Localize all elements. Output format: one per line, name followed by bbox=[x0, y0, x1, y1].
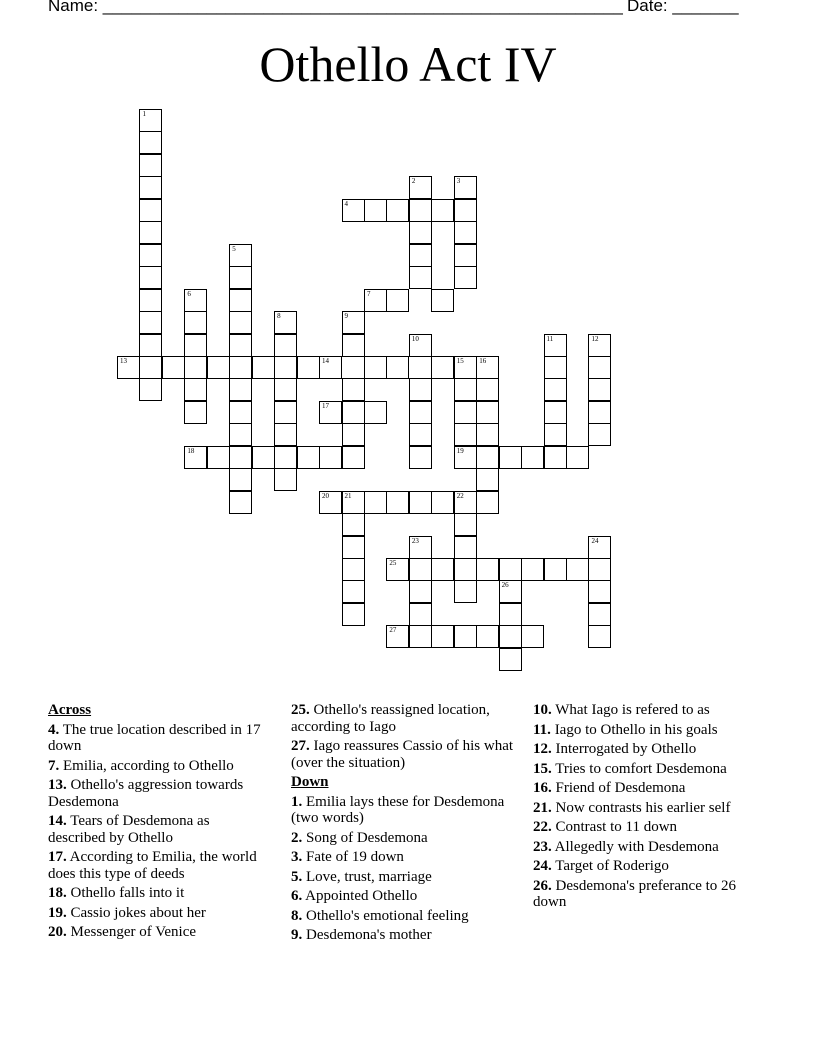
clue-number: 12. bbox=[533, 741, 552, 757]
grid-cell[interactable] bbox=[386, 491, 409, 514]
grid-cell[interactable] bbox=[409, 378, 432, 401]
grid-cell-9[interactable] bbox=[342, 311, 365, 334]
clue-number: 17. bbox=[48, 849, 67, 865]
clue-text: Appointed Othello bbox=[302, 888, 418, 904]
grid-cell[interactable] bbox=[274, 446, 297, 469]
grid-cell[interactable] bbox=[454, 199, 477, 222]
grid-cell[interactable] bbox=[229, 468, 252, 491]
clue-item bbox=[533, 800, 758, 817]
grid-cell[interactable] bbox=[499, 603, 522, 626]
grid-cell[interactable] bbox=[476, 491, 499, 514]
clue-text: Othello falls into it bbox=[66, 885, 185, 901]
grid-cell[interactable] bbox=[454, 266, 477, 289]
grid-cell[interactable] bbox=[139, 334, 162, 357]
clue-number: 22. bbox=[533, 819, 552, 835]
grid-cell[interactable] bbox=[588, 356, 611, 379]
grid-cell-19[interactable] bbox=[454, 446, 477, 469]
clue-text: Tries to comfort Desdemona bbox=[551, 760, 727, 777]
grid-cell[interactable] bbox=[454, 423, 477, 446]
grid-cell[interactable] bbox=[521, 625, 544, 648]
cell-number: 18 bbox=[187, 446, 195, 455]
grid-cell[interactable] bbox=[431, 289, 454, 312]
grid-cell[interactable] bbox=[409, 603, 432, 626]
grid-cell[interactable] bbox=[229, 423, 252, 446]
grid-cell[interactable] bbox=[588, 558, 611, 581]
clue-item bbox=[48, 722, 268, 755]
clue-number: 9. bbox=[291, 927, 303, 943]
grid-cell[interactable] bbox=[544, 446, 567, 469]
grid-cell[interactable] bbox=[342, 603, 365, 626]
clue-item bbox=[48, 777, 268, 810]
grid-cell[interactable] bbox=[476, 625, 499, 648]
grid-cell-21[interactable] bbox=[342, 491, 365, 514]
clue-item bbox=[533, 878, 758, 911]
cell-number: 25 bbox=[389, 559, 397, 567]
grid-cell[interactable] bbox=[409, 558, 432, 581]
grid-cell[interactable] bbox=[431, 625, 454, 648]
clue-number: 15. bbox=[533, 760, 552, 777]
grid-cell[interactable] bbox=[184, 311, 207, 334]
clue-item bbox=[291, 830, 516, 847]
clue-text: According to Emilia, the world does this type of deeds bbox=[48, 849, 257, 882]
clue-item bbox=[48, 885, 268, 902]
grid-cell[interactable] bbox=[454, 580, 477, 603]
cell-number: 12 bbox=[591, 334, 599, 343]
cell-number: 9 bbox=[344, 312, 348, 321]
grid-cell[interactable] bbox=[409, 446, 432, 469]
grid-cell-24[interactable] bbox=[588, 536, 611, 559]
clue-text: Iago reassures Cassio of his what (over the situation) bbox=[291, 738, 514, 771]
grid-cell[interactable] bbox=[162, 356, 185, 379]
cell-number: 8 bbox=[277, 312, 281, 321]
grid-cell[interactable] bbox=[544, 423, 567, 446]
grid-cell[interactable] bbox=[544, 356, 567, 379]
grid-cell[interactable] bbox=[409, 491, 432, 514]
clue-number: 10. bbox=[533, 702, 552, 718]
clue-number: 21. bbox=[533, 799, 552, 816]
clue-number: 23. bbox=[533, 838, 552, 855]
grid-cell[interactable] bbox=[207, 356, 230, 379]
clue-number: 3. bbox=[291, 849, 303, 865]
grid-cell[interactable] bbox=[274, 334, 297, 357]
grid-cell[interactable] bbox=[229, 446, 252, 469]
clue-number: 18. bbox=[48, 885, 67, 901]
grid-cell[interactable] bbox=[342, 580, 365, 603]
grid-cell[interactable] bbox=[139, 244, 162, 267]
grid-cell-11[interactable] bbox=[544, 334, 567, 357]
grid-cell[interactable] bbox=[342, 558, 365, 581]
clue-text: Othello's reassigned location, according to Iago bbox=[291, 702, 490, 735]
grid-cell[interactable] bbox=[476, 401, 499, 424]
grid-cell[interactable] bbox=[566, 558, 589, 581]
grid-cell[interactable] bbox=[499, 446, 522, 469]
cell-number: 23 bbox=[411, 536, 419, 545]
cell-number: 5 bbox=[232, 244, 236, 253]
clue-number: 7. bbox=[48, 757, 60, 774]
grid-cell-27[interactable] bbox=[386, 625, 409, 648]
clue-text: Now contrasts his earlier self bbox=[551, 799, 731, 816]
clue-text: Cassio jokes about her bbox=[66, 904, 206, 921]
grid-cell[interactable] bbox=[476, 558, 499, 581]
clue-number: 11. bbox=[533, 721, 551, 738]
grid-cell[interactable] bbox=[229, 356, 252, 379]
grid-cell[interactable] bbox=[454, 536, 477, 559]
clue-text: Desdemona's mother bbox=[302, 927, 432, 943]
grid-cell[interactable] bbox=[342, 423, 365, 446]
grid-cell[interactable] bbox=[139, 289, 162, 312]
grid-cell[interactable] bbox=[386, 356, 409, 379]
grid-cell-6[interactable] bbox=[184, 289, 207, 312]
clue-text: Messenger of Venice bbox=[66, 924, 197, 940]
clue-item bbox=[533, 839, 758, 856]
grid-cell[interactable] bbox=[229, 289, 252, 312]
grid-cell[interactable] bbox=[386, 289, 409, 312]
section-heading-across: Across bbox=[48, 702, 92, 718]
clue-number: 20. bbox=[48, 924, 67, 940]
grid-cell[interactable] bbox=[454, 244, 477, 267]
clue-number: 8. bbox=[291, 907, 303, 924]
grid-cell[interactable] bbox=[521, 558, 544, 581]
grid-cell[interactable] bbox=[342, 401, 365, 424]
clue-number: 27. bbox=[291, 738, 310, 754]
grid-cell[interactable] bbox=[319, 446, 342, 469]
grid-cell[interactable] bbox=[139, 266, 162, 289]
cell-number: 4 bbox=[344, 199, 348, 208]
grid-cell-26[interactable] bbox=[499, 580, 522, 603]
clue-item bbox=[533, 819, 758, 836]
grid-cell-15[interactable] bbox=[454, 356, 477, 379]
grid-cell[interactable] bbox=[229, 491, 252, 514]
grid-cell[interactable] bbox=[139, 311, 162, 334]
cell-number: 15 bbox=[456, 356, 464, 365]
clue-item bbox=[291, 888, 516, 905]
grid-cell[interactable] bbox=[454, 558, 477, 581]
clue-text: Love, trust, marriage bbox=[302, 868, 432, 885]
grid-cell[interactable] bbox=[229, 311, 252, 334]
grid-cell-22[interactable] bbox=[454, 491, 477, 514]
grid-cell-18[interactable] bbox=[184, 446, 207, 469]
grid-cell[interactable] bbox=[431, 356, 454, 379]
grid-cell[interactable] bbox=[139, 378, 162, 401]
grid-cell[interactable] bbox=[409, 244, 432, 267]
grid-cell[interactable] bbox=[499, 558, 522, 581]
grid-cell-14[interactable] bbox=[319, 356, 342, 379]
grid-cell[interactable] bbox=[409, 199, 432, 222]
section-heading-down: Down bbox=[291, 774, 329, 790]
grid-cell[interactable] bbox=[184, 401, 207, 424]
grid-cell[interactable] bbox=[207, 446, 230, 469]
clue-text: Song of Desdemona bbox=[302, 829, 428, 846]
clue-number: 19. bbox=[48, 904, 67, 921]
grid-cell[interactable] bbox=[409, 221, 432, 244]
clue-item bbox=[291, 794, 516, 827]
clue-text: Friend of Desdemona bbox=[551, 780, 686, 796]
cell-number: 6 bbox=[187, 289, 191, 298]
grid-cell[interactable] bbox=[229, 334, 252, 357]
clue-text: Desdemona's preferance to 26 down bbox=[533, 877, 737, 910]
clue-number: 26. bbox=[533, 877, 552, 894]
grid-cell[interactable] bbox=[342, 446, 365, 469]
grid-cell[interactable] bbox=[252, 446, 275, 469]
grid-cell-23[interactable] bbox=[409, 536, 432, 559]
cell-number: 16 bbox=[479, 356, 487, 365]
grid-cell[interactable] bbox=[544, 378, 567, 401]
grid-cell-25[interactable] bbox=[386, 558, 409, 581]
grid-cell[interactable] bbox=[342, 513, 365, 536]
grid-cell[interactable] bbox=[274, 378, 297, 401]
clue-text: Fate of 19 down bbox=[302, 849, 404, 865]
grid-cell[interactable] bbox=[139, 356, 162, 379]
cell-number: 21 bbox=[344, 491, 352, 500]
grid-cell[interactable] bbox=[409, 580, 432, 603]
grid-cell[interactable] bbox=[544, 401, 567, 424]
cell-number: 17 bbox=[322, 401, 330, 410]
cell-number: 19 bbox=[456, 446, 464, 455]
date-line: Date: _______ bbox=[627, 0, 739, 15]
clue-item bbox=[533, 780, 758, 797]
grid-cell[interactable] bbox=[274, 356, 297, 379]
grid-cell[interactable] bbox=[409, 625, 432, 648]
grid-cell[interactable] bbox=[476, 423, 499, 446]
clue-item bbox=[533, 761, 758, 778]
grid-cell[interactable] bbox=[588, 603, 611, 626]
clue-item bbox=[48, 849, 268, 882]
clue-column-2 bbox=[291, 702, 516, 947]
grid-cell-2[interactable] bbox=[409, 176, 432, 199]
clue-item bbox=[291, 849, 516, 866]
clue-number: 4. bbox=[48, 721, 60, 738]
grid-cell[interactable] bbox=[297, 356, 320, 379]
clue-text: The true location described in 17 down bbox=[48, 721, 261, 754]
clue-item bbox=[48, 905, 268, 922]
cell-number: 11 bbox=[546, 334, 554, 343]
cell-number: 14 bbox=[322, 356, 330, 365]
grid-cell-20[interactable] bbox=[319, 491, 342, 514]
grid-cell[interactable] bbox=[454, 221, 477, 244]
clue-number: 14. bbox=[48, 813, 67, 829]
grid-cell-3[interactable] bbox=[454, 176, 477, 199]
clue-item bbox=[533, 722, 758, 739]
grid-cell[interactable] bbox=[454, 625, 477, 648]
grid-cell[interactable] bbox=[297, 446, 320, 469]
clue-item bbox=[533, 741, 758, 758]
grid-cell-12[interactable] bbox=[588, 334, 611, 357]
clue-item bbox=[291, 738, 516, 771]
grid-cell-7[interactable] bbox=[364, 289, 387, 312]
grid-cell[interactable] bbox=[588, 378, 611, 401]
clue-number: 6. bbox=[291, 888, 303, 904]
grid-cell-13[interactable] bbox=[117, 356, 140, 379]
grid-cell[interactable] bbox=[184, 378, 207, 401]
grid-cell[interactable] bbox=[364, 491, 387, 514]
cell-number: 24 bbox=[591, 536, 599, 545]
grid-cell[interactable] bbox=[139, 199, 162, 222]
clue-text: Emilia lays these for Desdemona (two words) bbox=[291, 793, 505, 826]
clue-number: 1. bbox=[291, 793, 303, 810]
clue-item bbox=[291, 908, 516, 925]
cell-number: 2 bbox=[411, 177, 416, 186]
grid-cell-16[interactable] bbox=[476, 356, 499, 379]
grid-cell[interactable] bbox=[386, 199, 409, 222]
cell-number: 13 bbox=[120, 356, 127, 365]
grid-cell[interactable] bbox=[454, 378, 477, 401]
clue-text: What Iago is refered to as bbox=[551, 702, 710, 718]
clue-number: 24. bbox=[533, 858, 552, 874]
clue-text: Contrast to 11 down bbox=[551, 819, 678, 835]
cell-number: 26 bbox=[501, 581, 509, 590]
grid-cell[interactable] bbox=[544, 558, 567, 581]
grid-cell[interactable] bbox=[409, 266, 432, 289]
clue-text: Othello's aggression towards Desdemona bbox=[48, 777, 244, 810]
clue-number: 25. bbox=[291, 702, 310, 718]
cell-number: 1 bbox=[142, 110, 146, 118]
cell-number: 20 bbox=[322, 491, 330, 500]
clue-number: 2. bbox=[291, 829, 303, 846]
grid-cell[interactable] bbox=[409, 401, 432, 424]
clue-text: Othello's emotional feeling bbox=[302, 907, 469, 924]
cell-number: 27 bbox=[389, 626, 397, 635]
grid-cell[interactable] bbox=[566, 446, 589, 469]
grid-cell[interactable] bbox=[499, 648, 522, 671]
grid-cell[interactable] bbox=[139, 131, 162, 154]
clue-number: 16. bbox=[533, 780, 552, 796]
grid-cell-4[interactable] bbox=[342, 199, 365, 222]
grid-cell[interactable] bbox=[139, 221, 162, 244]
clue-item bbox=[291, 702, 516, 735]
clue-text: Iago to Othello in his goals bbox=[550, 721, 718, 738]
clue-column-3 bbox=[533, 702, 758, 914]
clue-number: 5. bbox=[291, 868, 303, 885]
clue-item bbox=[291, 869, 516, 886]
cell-number: 10 bbox=[411, 334, 419, 343]
clue-column-1 bbox=[48, 702, 268, 944]
grid-cell[interactable] bbox=[229, 266, 252, 289]
grid-cell[interactable] bbox=[342, 378, 365, 401]
grid-cell[interactable] bbox=[588, 625, 611, 648]
grid-cell[interactable] bbox=[274, 468, 297, 491]
grid-cell[interactable] bbox=[364, 401, 387, 424]
grid-cell[interactable] bbox=[342, 536, 365, 559]
grid-cell[interactable] bbox=[229, 401, 252, 424]
grid-cell[interactable] bbox=[274, 423, 297, 446]
page-title: Othello Act IV bbox=[259, 36, 557, 92]
grid-cell[interactable] bbox=[252, 356, 275, 379]
name-line: Name: _______________________________________________________ bbox=[48, 0, 623, 15]
grid-cell[interactable] bbox=[454, 401, 477, 424]
grid-cell[interactable] bbox=[499, 625, 522, 648]
grid-cell[interactable] bbox=[364, 356, 387, 379]
grid-cell[interactable] bbox=[431, 558, 454, 581]
clue-item bbox=[48, 924, 268, 941]
grid-cell[interactable] bbox=[476, 446, 499, 469]
clue-item bbox=[48, 813, 268, 846]
grid-cell-10[interactable] bbox=[409, 334, 432, 357]
clue-text: Tears of Desdemona as described by Othello bbox=[48, 813, 210, 846]
grid-cell[interactable] bbox=[139, 176, 162, 199]
cell-number: 3 bbox=[456, 177, 461, 186]
grid-cell-1[interactable] bbox=[139, 109, 162, 132]
grid-cell-8[interactable] bbox=[274, 311, 297, 334]
clue-item bbox=[533, 702, 758, 719]
grid-cell[interactable] bbox=[229, 378, 252, 401]
clue-item bbox=[533, 858, 758, 875]
grid-cell[interactable] bbox=[588, 580, 611, 603]
grid-cell[interactable] bbox=[454, 513, 477, 536]
clue-text: Emilia, according to Othello bbox=[59, 757, 234, 774]
grid-cell[interactable] bbox=[476, 378, 499, 401]
grid-cell[interactable] bbox=[274, 401, 297, 424]
grid-cell[interactable] bbox=[409, 423, 432, 446]
grid-cell[interactable] bbox=[184, 356, 207, 379]
grid-cell[interactable] bbox=[139, 154, 162, 177]
cell-number: 7 bbox=[366, 289, 371, 298]
clue-text: Interrogated by Othello bbox=[551, 741, 697, 757]
grid-cell[interactable] bbox=[342, 334, 365, 357]
grid-cell[interactable] bbox=[431, 199, 454, 222]
grid-cell[interactable] bbox=[588, 401, 611, 424]
clue-number: 13. bbox=[48, 777, 67, 793]
grid-cell-5[interactable] bbox=[229, 244, 252, 267]
grid-cell[interactable] bbox=[431, 491, 454, 514]
grid-cell[interactable] bbox=[588, 423, 611, 446]
clue-text: Target of Roderigo bbox=[551, 858, 669, 874]
grid-cell-17[interactable] bbox=[319, 401, 342, 424]
grid-cell[interactable] bbox=[476, 468, 499, 491]
grid-cell[interactable] bbox=[521, 446, 544, 469]
grid-cell[interactable] bbox=[364, 199, 387, 222]
clue-text: Allegedly with Desdemona bbox=[551, 838, 719, 855]
clue-item bbox=[291, 927, 516, 944]
clue-item bbox=[48, 758, 268, 775]
grid-cell[interactable] bbox=[184, 334, 207, 357]
cell-number: 22 bbox=[456, 491, 464, 500]
